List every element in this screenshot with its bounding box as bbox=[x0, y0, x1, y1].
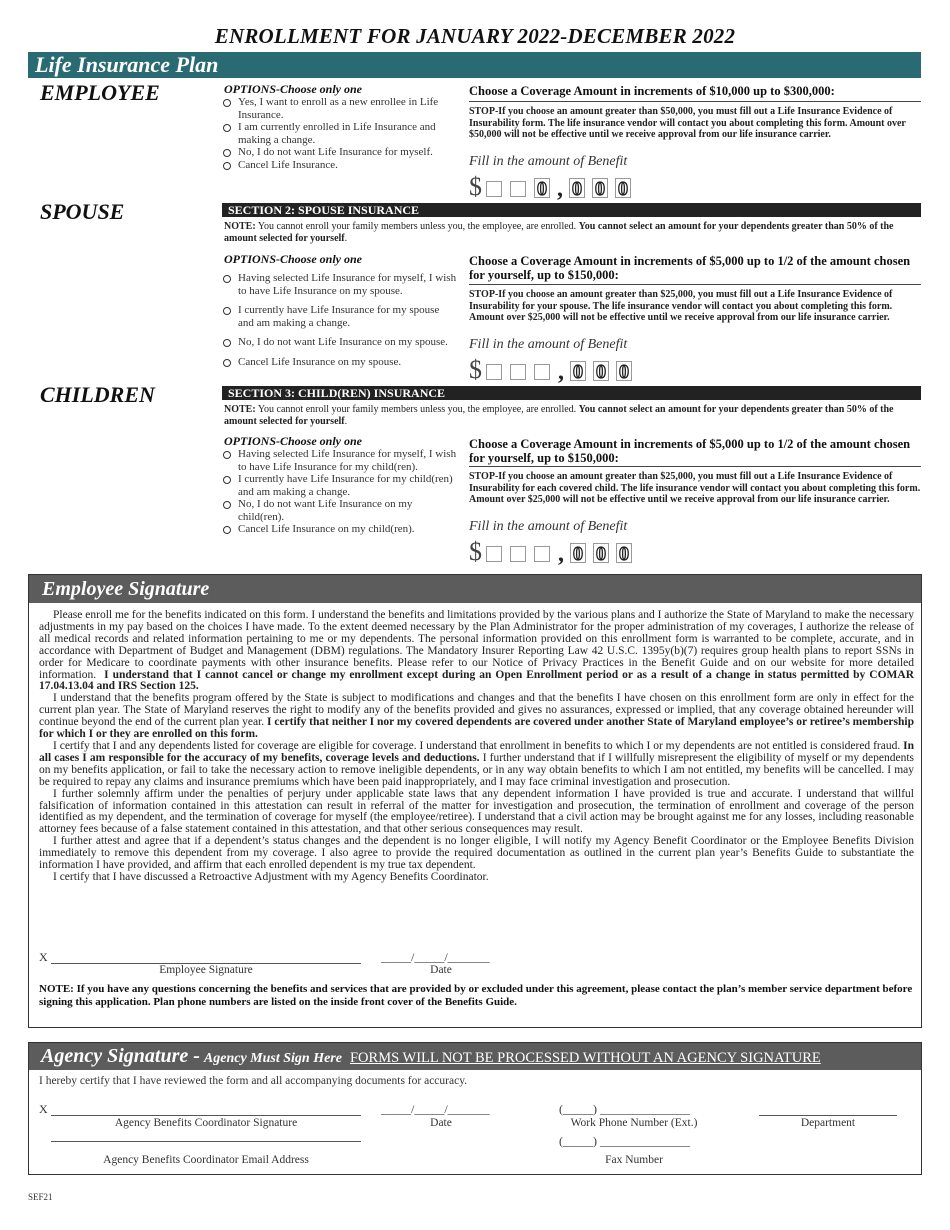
agency-signature-heading: Agency Signature - Agency Must Sign Here FORMS WILL NOT BE PROCESSED WITHOUT AN AGENCY SIGNATURE bbox=[29, 1043, 921, 1070]
children-option-decline[interactable]: No, I do not want Life Insurance on my child(ren). bbox=[222, 498, 457, 523]
terms-paragraph: I further solemnly affirm under the penalties of perjury under applicable state laws that any dependent information I have provided is true and accurate. I understand that willful falsification of information contained in this attestation can result in referral of the matter for investigation and prosecution, the termination of enrollment and coverage of the person identified as my dependent, and the termination of coverage for myself (the employee/retiree). I understand that a civil action may be brought against me for any losses, including reasonable attorney fees because of a false statement contained in this attestation, and that other serious consequences may result. bbox=[39, 787, 914, 836]
email-line[interactable] bbox=[51, 1141, 361, 1142]
radio-icon[interactable] bbox=[223, 124, 231, 132]
divider bbox=[469, 466, 921, 467]
children-options bbox=[222, 448, 457, 536]
divider bbox=[469, 284, 921, 285]
amount-digit-fixed: 0 bbox=[593, 543, 609, 563]
signature-x-mark: X bbox=[39, 950, 48, 964]
plan-title-bar: Life Insurance Plan bbox=[28, 52, 921, 78]
employee-options bbox=[222, 96, 457, 171]
employee-final-note: NOTE: If you have any questions concerning the benefits and services that are provided by or excluded under this agreement, please contact the plan’s member service department before signing this application. Plan phone numbers are listed on the inside front cover of the Benefits Guide. bbox=[39, 983, 913, 1008]
terms-paragraph: I certify that I have discussed a Retroactive Adjustment with my Agency Benefits Coordinator. bbox=[53, 870, 489, 883]
employee-fill-label: Fill in the amount of Benefit bbox=[469, 154, 628, 169]
amount-digit-fixed: 0 bbox=[570, 543, 586, 563]
agency-date-caption: Date bbox=[430, 1117, 452, 1129]
employee-signature-section bbox=[28, 574, 922, 1028]
work-phone-caption: Work Phone Number (Ext.) bbox=[570, 1117, 698, 1129]
spouse-fill-label: Fill in the amount of Benefit bbox=[469, 337, 628, 352]
employee-amount-field bbox=[469, 174, 638, 200]
amount-comma: , bbox=[558, 541, 564, 567]
children-options-heading: OPTIONS-Choose only one bbox=[224, 434, 363, 448]
agency-warning: FORMS WILL NOT BE PROCESSED WITHOUT AN AGENCY SIGNATURE bbox=[349, 1050, 821, 1066]
amount-digit-box[interactable] bbox=[534, 546, 550, 562]
amount-comma: , bbox=[558, 359, 564, 385]
spouse-amount-field bbox=[469, 357, 639, 383]
radio-icon[interactable] bbox=[223, 501, 231, 509]
spouse-options bbox=[222, 272, 457, 368]
signature-x-mark: X bbox=[39, 1102, 48, 1116]
work-phone-field[interactable]: (_____) _______________ bbox=[559, 1102, 690, 1116]
employee-options-heading: OPTIONS-Choose only one bbox=[224, 82, 363, 96]
employee-option-change[interactable]: I am currently enrolled in Life Insurance and making a change. bbox=[222, 121, 457, 146]
amount-digit-box[interactable] bbox=[510, 181, 526, 197]
spouse-heading: SPOUSE bbox=[40, 199, 125, 224]
terms-paragraph: I certify that I and any dependents listed for coverage are eligible for coverage. I understand that enrollment in benefits to which I or my dependents are not entitled is considered fraud. In all cases I am responsible for the accuracy of my benefits, coverage levels and deductions. I further understand that if I willfully misrepresent the eligibility of myself or my dependents on my benefits application, or fail to take the necessary action to remove ineligible dependents, or in any way obtain benefits to which I am not entitled, my benefits will be cancelled. I may be required to repay any claims and insurance premiums which have been paid inappropriately, and I may face criminal investigation and prosecution. bbox=[39, 739, 915, 788]
children-amount-field bbox=[469, 539, 639, 565]
amount-digit-box[interactable] bbox=[486, 364, 502, 380]
amount-digit-box[interactable] bbox=[510, 364, 526, 380]
amount-digit-box[interactable] bbox=[486, 546, 502, 562]
radio-icon[interactable] bbox=[223, 149, 231, 157]
divider bbox=[469, 101, 921, 102]
employee-stop-text: STOP-If you choose an amount greater than $50,000, you must fill out a Life Insurance Evidence of Insurability form. The life insurance vendor will contact you about completing this form. Amount over $50,000 will not be effective until we receive approval from our life insurance carrier. bbox=[469, 106, 906, 140]
agency-certify-text: I hereby certify that I have reviewed the form and all accompanying documents for accuracy. bbox=[39, 1075, 468, 1087]
amount-digit-fixed: 0 bbox=[534, 178, 550, 198]
spouse-option-decline[interactable]: No, I do not want Life Insurance on my spouse. bbox=[222, 336, 457, 349]
terms-paragraph: I understand that the benefits program offered by the State is subject to modifications and changes and that the benefits I have chosen on this enrollment form are only in effect for the current plan year. The State of Maryland reserves the right to modify any of the benefits provided and gives no assurances, expressed or implied, that any coverage obtained hereunder will continue beyond the end of the current plan year. I certify that neither I nor my covered dependents are covered under another State of Maryland employee’s or retiree’s membership for which I or they are enrolled on this form. bbox=[39, 692, 915, 741]
agency-signature-line[interactable] bbox=[51, 1115, 361, 1116]
children-fill-label: Fill in the amount of Benefit bbox=[469, 519, 628, 534]
amount-digit-fixed: 0 bbox=[569, 178, 585, 198]
spouse-stop-text: STOP-If you choose an amount greater than $25,000, you must fill out a Life Insurance Evidence of Insurability for your spouse. The life insurance vendor will contact you about completing this form. Amount over $25,000 will not be effective until we receive approval from our life insurance carrier. bbox=[469, 289, 893, 323]
children-option-new[interactable]: Having selected Life Insurance for myself, I wish to have Life Insurance for my child(ren). bbox=[222, 448, 457, 473]
department-line[interactable] bbox=[759, 1115, 897, 1116]
employee-date-field[interactable]: _____/_____/_______ bbox=[381, 950, 490, 964]
employee-date-caption: Date bbox=[430, 964, 452, 976]
children-coverage-heading: Choose a Coverage Amount in increments of $5,000 up to 1/2 of the amount chosen for yourself, up to $150,000: bbox=[469, 437, 911, 465]
amount-digit-box[interactable] bbox=[510, 546, 526, 562]
radio-icon[interactable] bbox=[223, 359, 231, 367]
form-code: SEF21 bbox=[28, 1192, 53, 1202]
department-caption: Department bbox=[800, 1117, 856, 1129]
radio-icon[interactable] bbox=[223, 339, 231, 347]
page-title: ENROLLMENT FOR JANUARY 2022-DECEMBER 2022 bbox=[214, 24, 736, 48]
radio-icon[interactable] bbox=[223, 275, 231, 283]
amount-digit-fixed: 0 bbox=[592, 178, 608, 198]
amount-digit-fixed: 0 bbox=[570, 361, 586, 381]
amount-digit-fixed: 0 bbox=[616, 361, 632, 381]
signature-terms bbox=[39, 610, 914, 884]
terms-paragraph: I further attest and agree that if a dependent’s status changes and the dependent is no longer eligible, I will notify my Agency Benefit Coordinator or the Employee Benefits Division immediately to remove this dependent from my coverage. I also agree to provide the required documentation as outlined in the current plan year’s Benefits Guide to substantiate the information I have provided, and affirm that each enrolled dependent is my true tax dependent. bbox=[39, 835, 914, 872]
amount-comma: , bbox=[557, 176, 563, 202]
radio-icon[interactable] bbox=[223, 162, 231, 170]
amount-digit-box[interactable] bbox=[486, 181, 502, 197]
children-note: NOTE: You cannot enroll your family members unless you, the employee, are enrolled. You cannot select an amount for your dependents greater than 50% of the amount selected for yourself. bbox=[224, 404, 894, 427]
spouse-options-heading: OPTIONS-Choose only one bbox=[224, 252, 363, 266]
employee-signature-heading: Employee Signature bbox=[29, 575, 921, 603]
spouse-coverage-heading: Choose a Coverage Amount in increments of $5,000 up to 1/2 of the amount chosen for yourself, up to $150,000: bbox=[469, 254, 911, 282]
amount-digit-fixed: 0 bbox=[616, 543, 632, 563]
dollar-sign: $ bbox=[469, 537, 482, 566]
spouse-option-new[interactable]: Having selected Life Insurance for myself, I wish to have Life Insurance on my spouse. bbox=[222, 272, 457, 297]
amount-digit-fixed: 0 bbox=[593, 361, 609, 381]
radio-icon[interactable] bbox=[223, 451, 231, 459]
employee-option-cancel[interactable]: Cancel Life Insurance. bbox=[222, 159, 457, 172]
spouse-option-cancel[interactable]: Cancel Life Insurance on my spouse. bbox=[222, 356, 457, 369]
children-option-change[interactable]: I currently have Life Insurance for my child(ren) and am making a change. bbox=[222, 473, 457, 498]
fax-field[interactable]: (_____) _______________ bbox=[559, 1134, 690, 1148]
email-caption: Agency Benefits Coordinator Email Address bbox=[103, 1154, 309, 1166]
employee-option-new[interactable]: Yes, I want to enroll as a new enrollee in Life Insurance. bbox=[222, 96, 457, 121]
radio-icon[interactable] bbox=[223, 307, 231, 315]
radio-icon[interactable] bbox=[223, 99, 231, 107]
employee-signature-caption: Employee Signature bbox=[159, 964, 253, 976]
spouse-section-bar: SECTION 2: SPOUSE INSURANCE bbox=[222, 203, 921, 217]
spouse-option-change[interactable]: I currently have Life Insurance for my spouse and am making a change. bbox=[222, 304, 457, 329]
children-section-bar: SECTION 3: CHILD(REN) INSURANCE bbox=[222, 386, 921, 400]
amount-digit-box[interactable] bbox=[534, 364, 550, 380]
children-option-cancel[interactable]: Cancel Life Insurance on my child(ren). bbox=[222, 523, 457, 536]
children-heading: CHILDREN bbox=[40, 382, 155, 407]
agency-date-field[interactable]: _____/_____/_______ bbox=[381, 1102, 490, 1116]
employee-option-decline[interactable]: No, I do not want Life Insurance for myself. bbox=[222, 146, 457, 159]
radio-icon[interactable] bbox=[223, 526, 231, 534]
fax-caption: Fax Number bbox=[605, 1154, 663, 1166]
children-stop-text: STOP-If you choose an amount greater than $25,000, you must fill out a Life Insurance Evidence of Insurability for each covered child. The life insurance vendor will contact you about completing this form. Amount over $25,000 will not be effective until we receive approval from our life insurance carrier. bbox=[469, 471, 921, 505]
dollar-sign: $ bbox=[469, 355, 482, 384]
radio-icon[interactable] bbox=[223, 476, 231, 484]
employee-heading: EMPLOYEE bbox=[40, 80, 160, 105]
amount-digit-fixed: 0 bbox=[615, 178, 631, 198]
spouse-note: NOTE: You cannot enroll your family members unless you, the employee, are enrolled. You cannot select an amount for your dependents greater than 50% of the amount selected for yourself. bbox=[224, 221, 894, 244]
employee-coverage-heading: Choose a Coverage Amount in increments of $10,000 up to $300,000: bbox=[469, 84, 835, 98]
dollar-sign: $ bbox=[469, 172, 482, 201]
terms-paragraph: Please enroll me for the benefits indicated on this form. I understand the benefits and limitations provided by the various plans and I authorize the State of Maryland to make the necessary adjustments in my pay based on the choices I have made. To the extent deemed necessary by the Plan Administrator for the proper administration of my coverages, I authorize the release of all medical records and related information pertaining to me or my dependents. The personal information provided on this enrollment form is warranted to be complete, accurate, and in accordance with Department of Budget and Management (DBM) regulations. The Mandatory Insurer Reporting Law 42 U.S.C. 1395y(b)(7) requires group health plans to report SSNs in order for Medicare to coordinate payments with other insurance benefits. Please refer to our Notice of Privacy Practices in the Benefit Guide and on our website for more detailed information. I understand that I cannot cancel or change my enrollment except during an Open Enrollment period or as a result of a change in status permitted by COMAR 17.04.13.04 and IRS Section 125. bbox=[39, 609, 915, 693]
agency-signature-section bbox=[28, 1042, 922, 1175]
agency-signature-caption: Agency Benefits Coordinator Signature bbox=[114, 1117, 298, 1129]
